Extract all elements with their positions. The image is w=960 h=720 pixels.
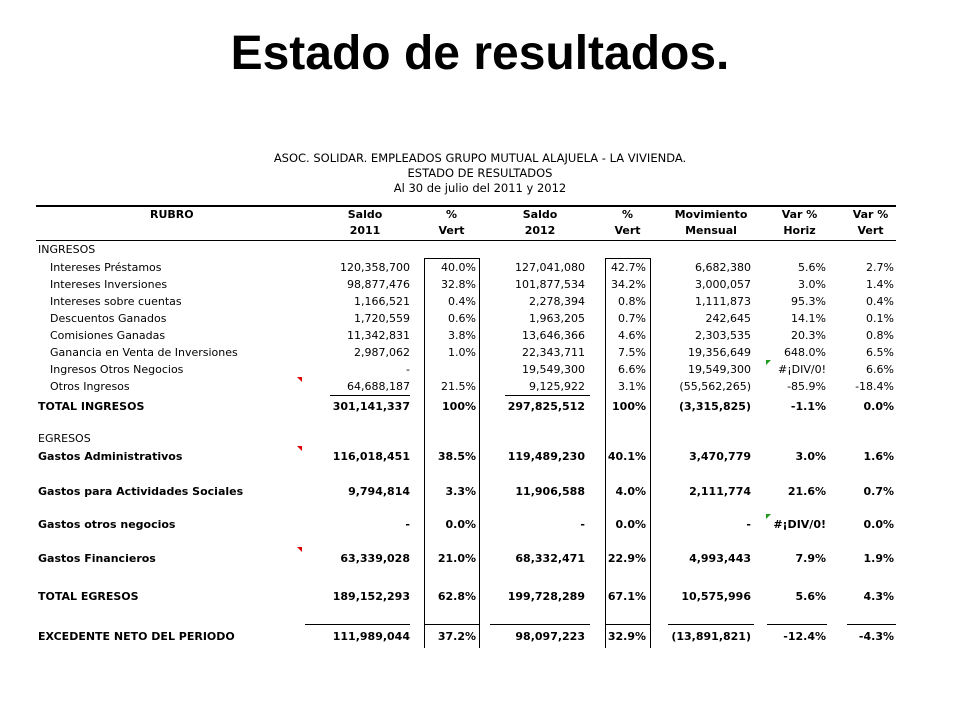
row-cell-s12: 119,489,230 [507, 450, 585, 463]
excedente-rule-s12 [490, 624, 590, 625]
row-cell-p12: 4.6% [618, 329, 646, 342]
row-cell-vh: 7.9% [795, 552, 826, 565]
row-cell-p12: 0.8% [618, 295, 646, 308]
row-cell-s11: - [406, 363, 410, 376]
col-rubro: RUBRO [150, 208, 194, 221]
col-mov-a: Movimiento [674, 208, 748, 221]
section-ingresos: INGRESOS [38, 243, 96, 256]
row-cell-s12: 22,343,711 [522, 346, 585, 359]
row-label: Intereses Inversiones [50, 278, 168, 291]
row-cell-s11: 1,166,521 [354, 295, 410, 308]
row-cell-p11: 3.3% [445, 485, 476, 498]
row-cell-vv: 0.0% [863, 518, 894, 531]
row-cell-s11: - [405, 518, 410, 531]
report-org: ASOC. SOLIDAR. EMPLEADOS GRUPO MUTUAL ALAJUELA - LA VIVIENDA. [273, 151, 687, 165]
row-cell-p12: 67.1% [607, 590, 646, 603]
row-cell-p11: 100% [442, 400, 476, 413]
row-cell-s11: 2,987,062 [354, 346, 410, 359]
row-cell-s11: 111,989,044 [332, 630, 410, 643]
row-cell-p11: 0.6% [448, 312, 476, 325]
row-label: Gastos otros negocios [38, 518, 176, 531]
row-label: Gastos Administrativos [38, 450, 183, 463]
row-cell-p12: 34.2% [611, 278, 646, 291]
row-label: Ingresos Otros Negocios [50, 363, 184, 376]
row-cell-mov: 19,356,649 [688, 346, 751, 359]
row-cell-p11: 40.0% [441, 261, 476, 274]
row-cell-p11 [424, 363, 476, 377]
header-top-rule [36, 205, 896, 207]
col-vert2012-b: Vert [614, 224, 641, 237]
row-cell-vh: 3.0% [795, 450, 826, 463]
row-cell-vh: 20.3% [791, 329, 826, 342]
vert2011-box-top [424, 258, 479, 259]
row-label: TOTAL INGRESOS [38, 400, 145, 413]
col-vert2011-a: % [445, 208, 458, 221]
row-label: Gastos para Actividades Sociales [38, 485, 244, 498]
row-cell-s12: - [580, 518, 585, 531]
col-horiz-a: Var % [781, 208, 818, 221]
row-cell-vh: 3.0% [798, 278, 826, 291]
row-cell-mov: 4,993,443 [689, 552, 751, 565]
row-cell-vv: 0.1% [866, 312, 894, 325]
vert2012-box-top [605, 258, 650, 259]
row-cell-mov: 3,000,057 [695, 278, 751, 291]
col-saldo2012-a: Saldo [522, 208, 558, 221]
row-label: Ganancia en Venta de Inversiones [50, 346, 238, 359]
row-cell-mov: (3,315,825) [679, 400, 751, 413]
row-cell-p11: 38.5% [437, 450, 476, 463]
row-label: Descuentos Ganados [50, 312, 167, 325]
row-cell-s12: 19,549,300 [522, 363, 585, 376]
row-label: TOTAL EGRESOS [38, 590, 139, 603]
row-cell-s12: 297,825,512 [507, 400, 585, 413]
row-cell-s12: 199,728,289 [507, 590, 585, 603]
row-cell-vv: 1.6% [863, 450, 894, 463]
row-cell-vh: -12.4% [783, 630, 826, 643]
row-cell-s12: 13,646,366 [522, 329, 585, 342]
row-cell-p12: 4.0% [615, 485, 646, 498]
col-vert2011-b: Vert [438, 224, 465, 237]
col-vert-a: Var % [852, 208, 889, 221]
row-cell-vv: 0.7% [863, 485, 894, 498]
col-horiz-b: Horiz [783, 224, 816, 237]
row-cell-s11: 116,018,451 [332, 450, 410, 463]
row-cell-p11: 32.8% [441, 278, 476, 291]
row-cell-p12: 42.7% [611, 261, 646, 274]
excedente-rule-p11 [424, 624, 479, 625]
col-mov-b: Mensual [685, 224, 737, 237]
row-cell-mov: 19,549,300 [688, 363, 751, 376]
comment-marker-gastos-financieros [297, 547, 302, 552]
row-cell-s11: 98,877,476 [347, 278, 410, 291]
row-cell-p12: 100% [612, 400, 646, 413]
row-cell-s12: 101,877,534 [515, 278, 585, 291]
row-cell-vv: 0.4% [866, 295, 894, 308]
error-marker-div0-ingresos [766, 360, 771, 365]
row-cell-vv: -18.4% [855, 380, 894, 393]
row-cell-vv: 6.5% [866, 346, 894, 359]
row-cell-p11: 0.4% [448, 295, 476, 308]
row-cell-s11: 11,342,831 [347, 329, 410, 342]
row-cell-vh: #¡DIV/0! [778, 363, 826, 376]
row-cell-vh: 5.6% [798, 261, 826, 274]
row-cell-mov: 242,645 [705, 312, 751, 325]
excedente-rule-s11 [305, 624, 410, 625]
row-cell-mov: (13,891,821) [671, 630, 751, 643]
row-cell-p12: 6.6% [618, 363, 646, 376]
row-cell-mov: - [746, 518, 751, 531]
row-cell-s12: 1,963,205 [529, 312, 585, 325]
row-cell-p11: 21.0% [437, 552, 476, 565]
excedente-rule-p12 [605, 624, 650, 625]
row-label: EXCEDENTE NETO DEL PERIODO [38, 630, 235, 643]
report-statement: ESTADO DE RESULTADOS [407, 166, 553, 180]
row-cell-s11: 64,688,187 [347, 380, 410, 393]
row-cell-s12: 127,041,080 [515, 261, 585, 274]
total-ingresos-rule-s12 [505, 395, 590, 396]
row-cell-p11: 1.0% [448, 346, 476, 359]
total-ingresos-rule-s11 [330, 395, 410, 396]
row-cell-s12: 98,097,223 [515, 630, 585, 643]
row-cell-vh: 21.6% [787, 485, 826, 498]
row-cell-mov: 6,682,380 [695, 261, 751, 274]
header-bottom-rule [36, 240, 896, 241]
row-cell-vv: -4.3% [858, 630, 894, 643]
vert2012-box-right [650, 258, 651, 648]
row-cell-vv: 0.0% [863, 400, 894, 413]
row-cell-s11: 189,152,293 [332, 590, 410, 603]
row-cell-vh: 14.1% [791, 312, 826, 325]
row-label: Intereses sobre cuentas [50, 295, 182, 308]
comment-marker-otros-ingresos [297, 377, 302, 382]
row-cell-s11: 9,794,814 [348, 485, 410, 498]
excedente-rule-vv [847, 624, 896, 625]
row-cell-vv: 2.7% [866, 261, 894, 274]
row-cell-s12: 68,332,471 [515, 552, 585, 565]
excedente-rule-mov [668, 624, 754, 625]
row-cell-vv: 0.8% [866, 329, 894, 342]
row-cell-p12: 7.5% [618, 346, 646, 359]
row-cell-p12: 32.9% [607, 630, 646, 643]
row-cell-p11: 37.2% [437, 630, 476, 643]
comment-marker-gastos-admin [297, 446, 302, 451]
row-cell-mov: 2,303,535 [695, 329, 751, 342]
col-vert-b: Vert [857, 224, 884, 237]
slide-title: Estado de resultados. [230, 27, 730, 80]
row-cell-mov: 2,111,774 [689, 485, 751, 498]
excedente-rule-vh [767, 624, 827, 625]
col-saldo2012-b: 2012 [524, 224, 556, 237]
row-cell-vh: -1.1% [790, 400, 826, 413]
row-cell-mov: 3,470,779 [689, 450, 751, 463]
row-label: Otros Ingresos [50, 380, 130, 393]
row-cell-s11: 301,141,337 [332, 400, 410, 413]
row-cell-p12: 40.1% [607, 450, 646, 463]
row-cell-p11: 0.0% [445, 518, 476, 531]
row-cell-vh: 5.6% [795, 590, 826, 603]
row-label: Gastos Financieros [38, 552, 156, 565]
error-marker-div0-egresos [766, 514, 771, 519]
row-cell-p11: 62.8% [437, 590, 476, 603]
row-cell-vv: 1.4% [866, 278, 894, 291]
row-label: Intereses Préstamos [50, 261, 162, 274]
row-cell-p12: 22.9% [607, 552, 646, 565]
row-cell-mov: (55,562,265) [679, 380, 751, 393]
row-cell-vv: 4.3% [863, 590, 894, 603]
row-cell-s12: 9,125,922 [529, 380, 585, 393]
row-cell-mov: 10,575,996 [681, 590, 751, 603]
row-cell-mov: 1,111,873 [695, 295, 751, 308]
row-cell-p11: 21.5% [441, 380, 476, 393]
row-cell-p12: 0.7% [618, 312, 646, 325]
row-cell-p12: 3.1% [618, 380, 646, 393]
row-cell-s11: 120,358,700 [340, 261, 410, 274]
row-cell-vh: 648.0% [784, 346, 826, 359]
report-period: Al 30 de julio del 2011 y 2012 [393, 181, 567, 195]
row-cell-vh: -85.9% [787, 380, 826, 393]
row-label: Comisiones Ganadas [50, 329, 166, 342]
row-cell-s12: 2,278,394 [529, 295, 585, 308]
row-cell-vv: 1.9% [863, 552, 894, 565]
row-cell-s12: 11,906,588 [515, 485, 585, 498]
col-vert2012-a: % [621, 208, 634, 221]
row-cell-p12: 0.0% [615, 518, 646, 531]
section-egresos: EGRESOS [38, 432, 91, 445]
row-cell-s11: 1,720,559 [354, 312, 410, 325]
row-cell-vh: #¡DIV/0! [773, 518, 826, 531]
row-cell-vv: 6.6% [866, 363, 894, 376]
col-saldo2011-a: Saldo [347, 208, 383, 221]
row-cell-s11: 63,339,028 [340, 552, 410, 565]
col-saldo2011-b: 2011 [349, 224, 381, 237]
row-cell-p11: 3.8% [448, 329, 476, 342]
vert2011-box-right [479, 258, 480, 648]
row-cell-vh: 95.3% [791, 295, 826, 308]
